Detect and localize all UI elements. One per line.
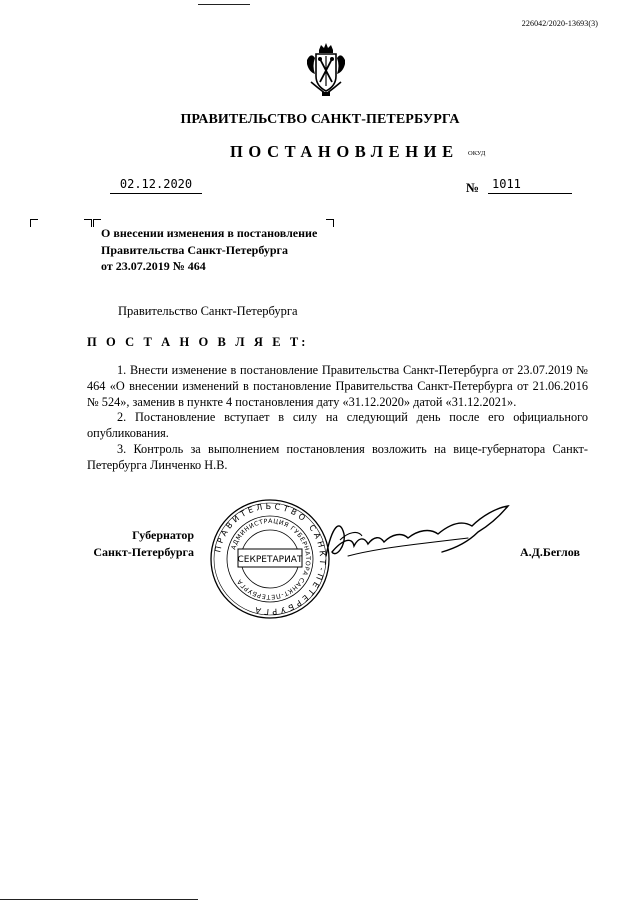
corner-mark xyxy=(84,219,92,227)
document-date: 02.12.2020 xyxy=(110,176,202,194)
subject-line: О внесении изменения в постановление xyxy=(101,226,318,240)
bottom-rule xyxy=(0,899,198,900)
coat-of-arms-icon xyxy=(303,42,349,98)
seal-center-text: СЕКРЕТАРИАТ xyxy=(237,555,303,565)
body-text xyxy=(87,363,588,474)
official-seal xyxy=(208,497,332,621)
document-code: 226042/2020-13693(3) xyxy=(521,19,598,28)
signatory-role xyxy=(82,527,194,561)
signatory-name: А.Д.Беглов xyxy=(520,545,580,559)
document-number: 1011 xyxy=(488,176,572,194)
top-rule xyxy=(198,4,250,5)
paragraph: 1. Внести изменение в постановление Правительства Санкт-Петербурга от 23.07.2019 № 464 «О внесении изменений в постановление Правительства Санкт-Петербурга от 21.06.2016 № 524», заменив в пункте 4 постановления дату «31.12.2020» датой «31.12.2021». xyxy=(87,363,588,409)
corner-mark xyxy=(30,219,38,227)
okud-label: ОКУД xyxy=(468,150,486,157)
government-title: ПРАВИТЕЛЬСТВО САНКТ-ПЕТЕРБУРГА xyxy=(180,112,460,127)
document-type: ПОСТАНОВЛЕНИЕ xyxy=(230,142,459,161)
subject-line: от 23.07.2019 № 464 xyxy=(101,259,206,273)
document-subject xyxy=(101,225,317,275)
subject-line: Правительства Санкт-Петербурга xyxy=(101,242,289,257)
number-label: № xyxy=(466,180,480,195)
intro-text: Правительство Санкт-Петербурга xyxy=(118,304,298,318)
paragraph: 3. Контроль за выполнением постановления возложить на вице-губернатора Санкт-Петербурга Линченко Н.В. xyxy=(87,441,588,472)
handwritten-signature xyxy=(318,496,518,576)
role-line: Санкт-Петербурга xyxy=(93,545,194,559)
role-line: Губернатор xyxy=(132,528,194,542)
paragraph: 2. Постановление вступает в силу на следующий день после его официального опубликования. xyxy=(87,410,588,441)
seal-inner-text: АДМИНИСТРАЦИЯ ГУБЕРНАТОРА САНКТ-ПЕТЕРБУРГА xyxy=(230,517,312,601)
corner-mark xyxy=(93,219,101,227)
seal-outer-text: ПРАВИТЕЛЬСТВО САНКТ-ПЕТЕРБУРГА xyxy=(213,501,328,617)
decrees-heading: П О С Т А Н О В Л Я Е Т: xyxy=(87,335,309,349)
corner-mark xyxy=(326,219,334,227)
